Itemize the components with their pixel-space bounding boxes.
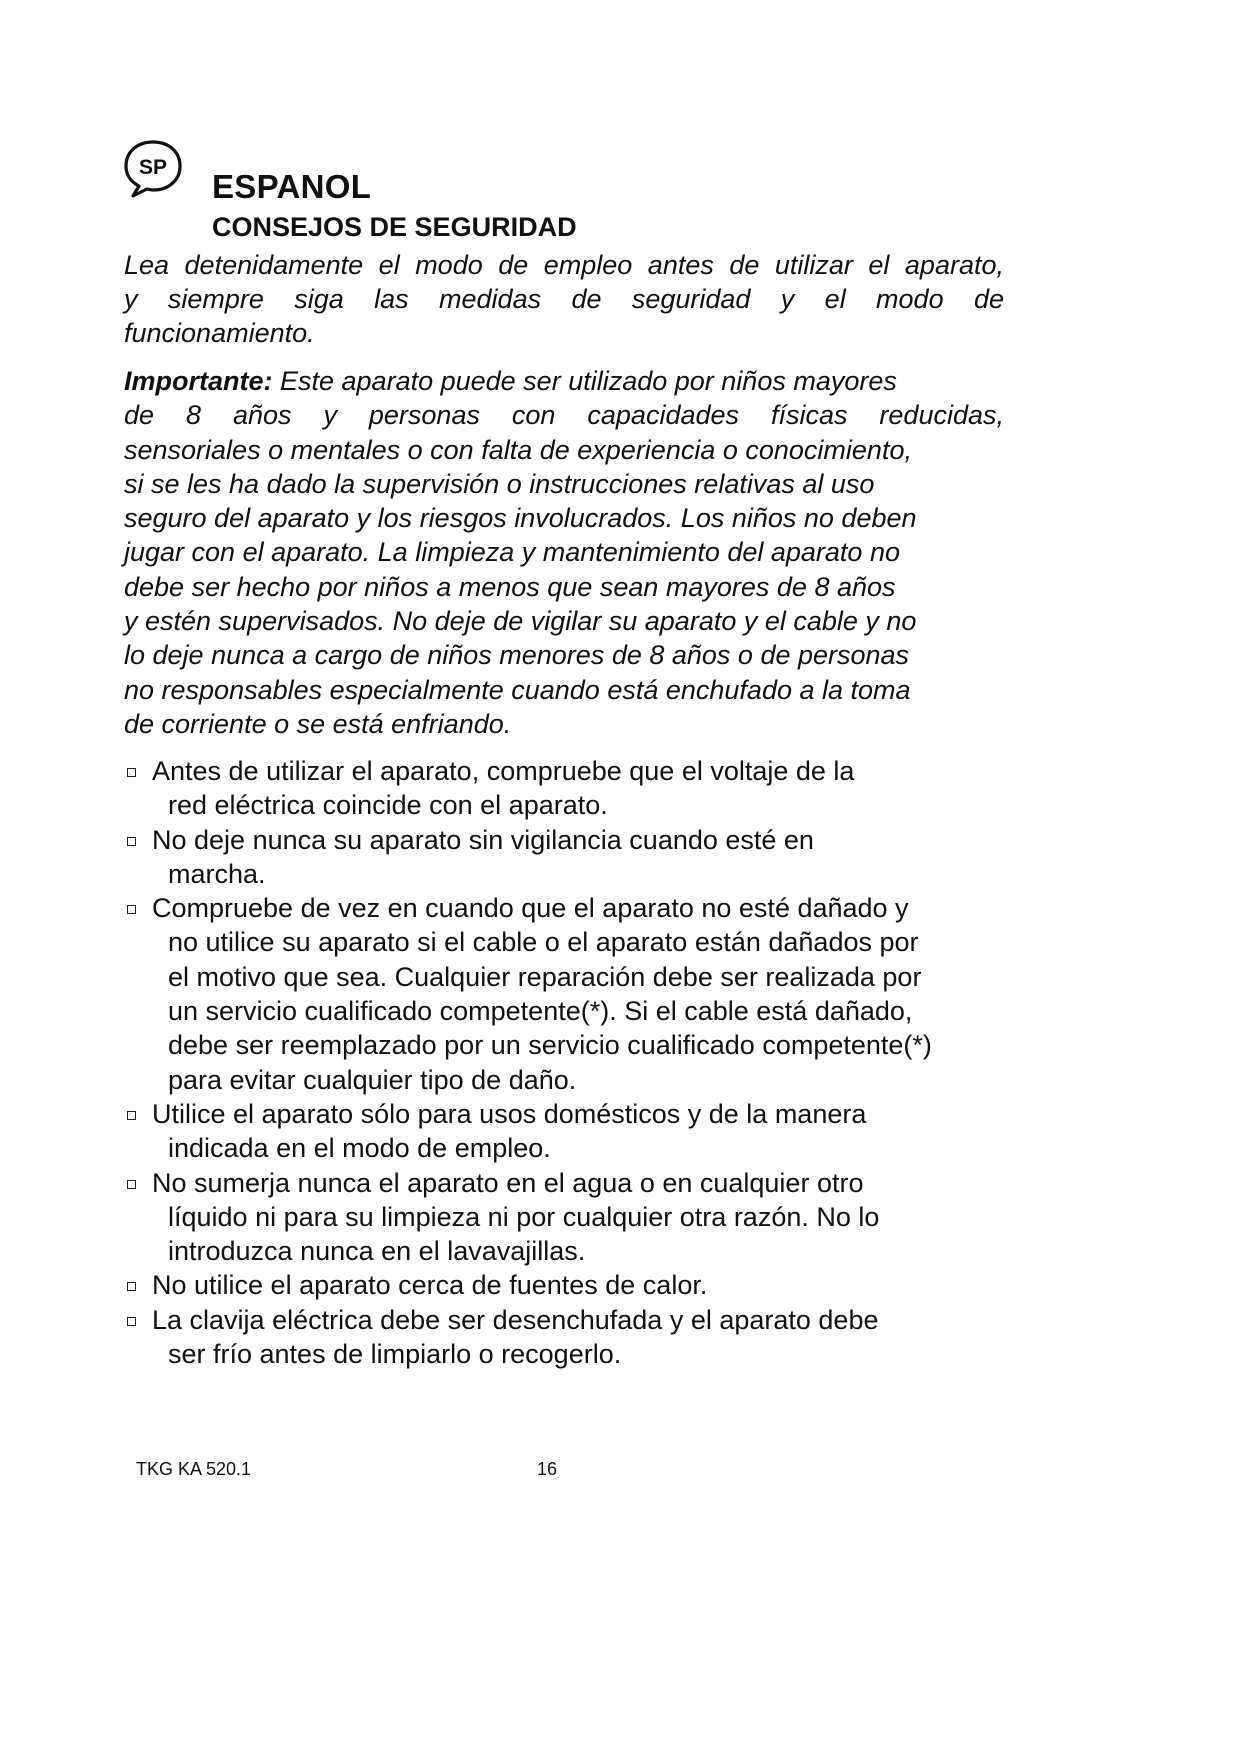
checkbox-bullet-icon [127,1180,136,1189]
list-item [124,1097,1024,1166]
important-line: lo deje nunca a cargo de niños menores de 8 años o de personas [124,640,910,671]
important-line: sensoriales o mentales o con falta de experiencia o conocimiento, [124,434,912,465]
intro-line: y siempre siga las medidas de seguridad y el modo de [124,284,1004,314]
list-item-line: un servicio cualificado competente(*). Si el cable está dañado, [168,996,913,1027]
language-badge-icon [120,136,186,202]
list-item-line: no utilice su aparato si el cable o el aparato están dañados por [168,927,919,958]
list-item [124,1166,1024,1269]
list-item-line: el motivo que sea. Cualquier reparación debe ser realizada por [168,961,922,992]
intro-paragraph [124,248,1004,350]
checkbox-bullet-icon [127,837,136,846]
important-line: de corriente o se está enfriando. [124,708,512,739]
checkbox-bullet-icon [127,1317,136,1326]
checkbox-bullet-icon [127,1111,136,1120]
important-line: debe ser hecho por niños a menos que sean mayores de 8 años [124,571,896,602]
list-item [124,1268,1024,1302]
important-first-line: Este aparato puede ser utilizado por niños mayores [272,366,897,396]
important-line: y estén supervisados. No deje de vigilar su aparato y el cable y no [124,606,917,637]
list-item-line: Compruebe de vez en cuando que el aparato no esté dañado y [152,893,909,924]
important-paragraph [124,364,1004,741]
list-item-line: Utilice el aparato sólo para usos domésticos y de la manera [152,1098,867,1129]
important-line: jugar con el aparato. La limpieza y mantenimiento del aparato no [124,537,900,568]
list-item-line: ser frío antes de limpiarlo o recogerlo. [168,1339,622,1370]
important-line [124,364,1004,398]
checkbox-bullet-icon [127,905,136,914]
list-item-line: red eléctrica coincide con el aparato. [168,790,608,821]
important-lead: Importante: [124,366,273,396]
checkbox-bullet-icon [127,1282,136,1291]
safety-rules-list [124,754,1024,1371]
important-line: no responsables especialmente cuando está enchufado a la toma [124,674,911,705]
page-number: 16 [537,1459,558,1479]
list-item-line: Antes de utilizar el aparato, compruebe que el voltaje de la [152,756,855,786]
important-line: de 8 años y personas con capacidades físicas reducidas, [124,400,1004,431]
list-item [124,823,1024,892]
list-item-line: indicada en el modo de empleo. [168,1133,551,1164]
list-item [124,754,1024,823]
list-item [124,891,1024,1097]
list-item-line: La clavija eléctrica debe ser desenchufada y el aparato debe [152,1304,879,1335]
list-item-line: No sumerja nunca el aparato en el agua o en cualquier otro [152,1167,864,1198]
intro-line: funcionamiento. [124,318,315,348]
intro-line: Lea detenidamente el modo de empleo antes de utilizar el aparato, [124,250,1004,280]
footer-model: TKG KA 520.1 [136,1459,252,1479]
list-item-line: introduzca nunca en el lavavajillas. [168,1236,586,1267]
section-title: CONSEJOS DE SEGURIDAD [212,212,577,242]
list-item-line: líquido ni para su limpieza ni por cualquier otra razón. No lo [168,1201,880,1232]
list-item-line: No utilice el aparato cerca de fuentes de calor. [152,1270,708,1301]
important-line: seguro del aparato y los riesgos involucrados. Los niños no deben [124,503,917,534]
list-item-line: marcha. [168,858,266,889]
language-badge-label: SP [138,156,168,179]
checkbox-bullet-icon [127,768,136,777]
list-item-line: debe ser reemplazado por un servicio cualificado competente(*) [168,1030,932,1061]
important-line: si se les ha dado la supervisión o instrucciones relativas al uso [124,468,875,499]
list-item-line: No deje nunca su aparato sin vigilancia cuando esté en [152,824,814,855]
list-item-line: para evitar cualquier tipo de daño. [168,1064,577,1095]
list-item [124,1303,1024,1372]
language-title: ESPANOL [212,168,372,205]
